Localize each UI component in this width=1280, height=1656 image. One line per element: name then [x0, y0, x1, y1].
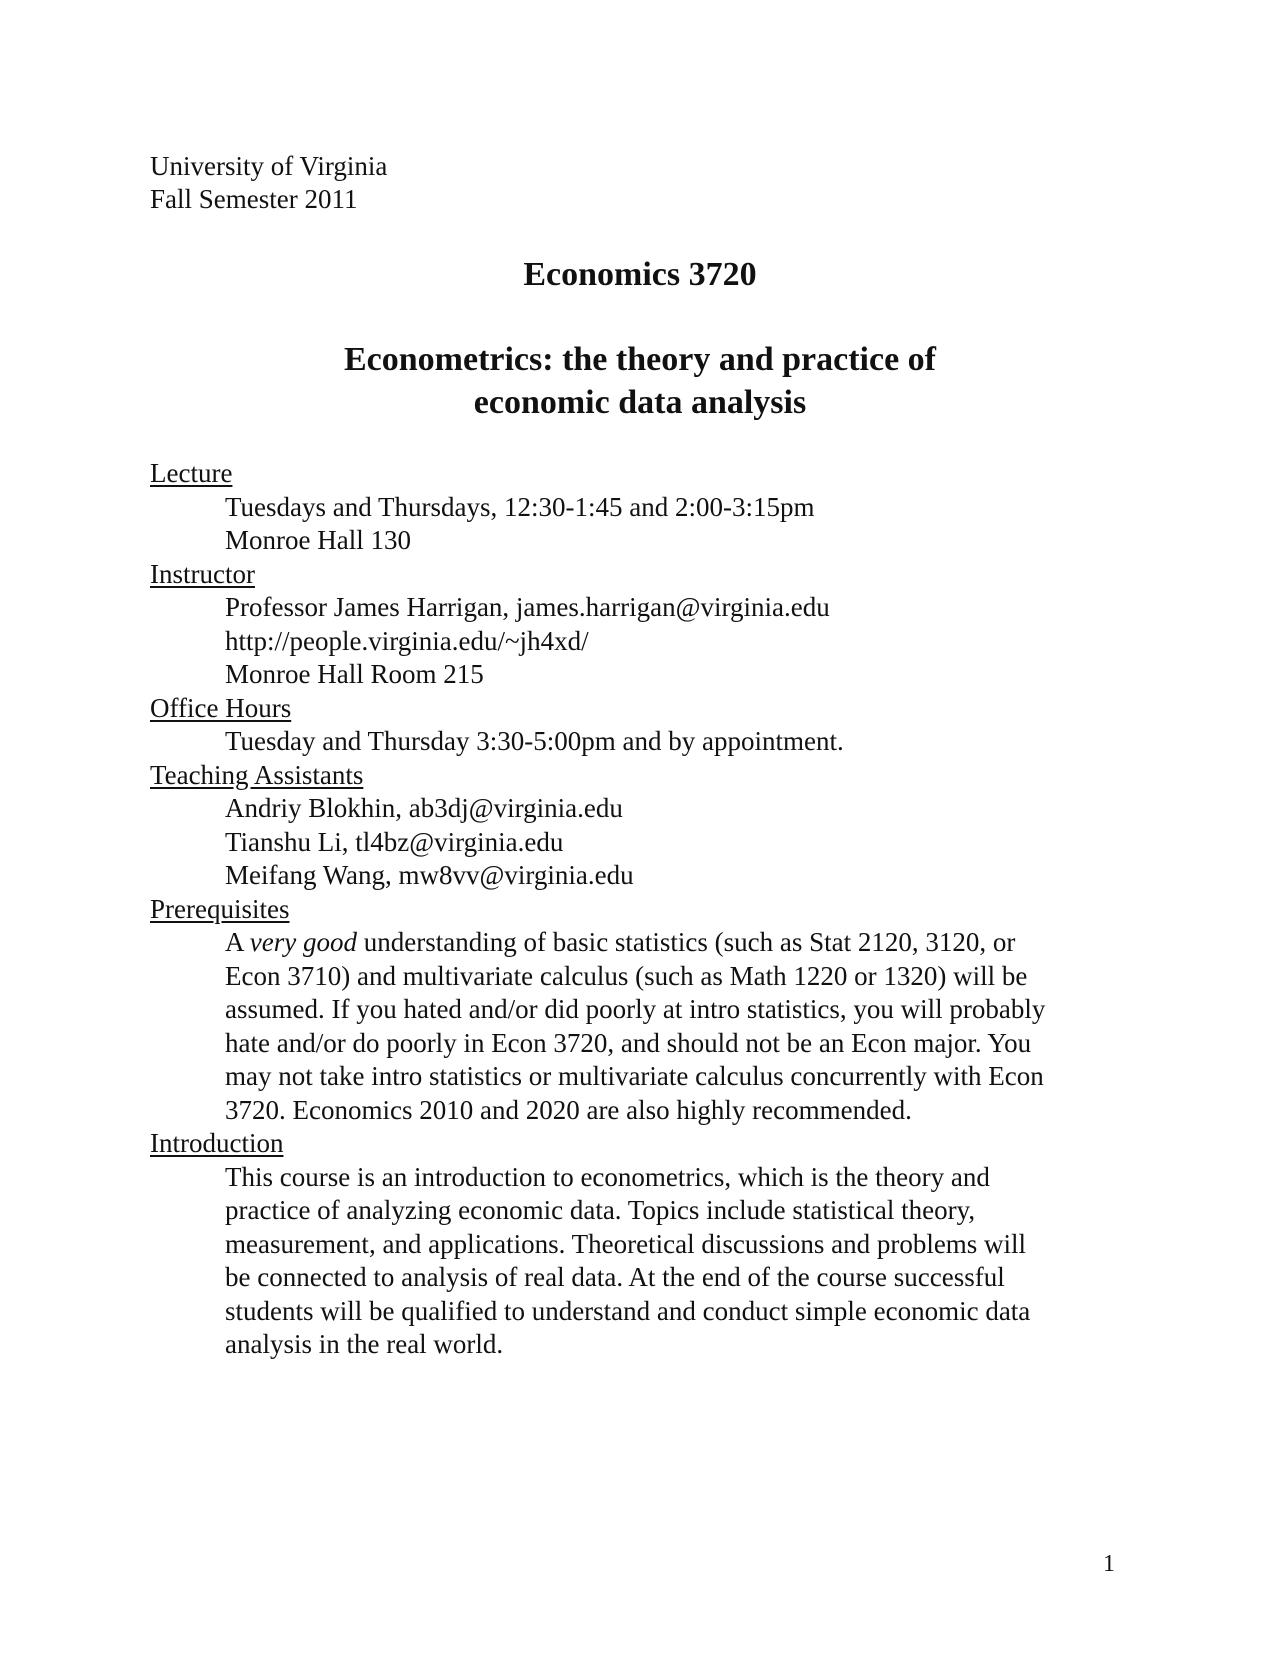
introduction-line-6: analysis in the real world.	[225, 1329, 504, 1359]
introduction-line-2: practice of analyzing economic data. Topics include statistical theory,	[225, 1195, 976, 1225]
institution-name: University of Virginia	[150, 151, 388, 181]
prerequisites-heading: Prerequisites	[150, 893, 290, 924]
instructor-contact-line: Professor James Harrigan, james.harrigan@virginia.edu	[225, 592, 830, 622]
introduction-line-5: students will be qualified to understand and conduct simple economic data	[225, 1295, 1031, 1326]
office-hours-heading: Office Hours	[150, 692, 292, 723]
prerequisites-line-3: assumed. If you hated and/or did poorly at intro statistics, you will probably	[225, 994, 1046, 1024]
office-hours-line: Tuesday and Thursday 3:30-5:00pm and by appointment.	[225, 726, 844, 756]
introduction-section	[150, 1127, 1140, 1362]
lecture-location-line: Monroe Hall 130	[225, 525, 411, 555]
teaching-assistants-heading: Teaching Assistants	[150, 759, 364, 790]
prerequisites-line-5: may not take intro statistics or multivariate calculus concurrently with Econ	[225, 1061, 1044, 1091]
introduction-line-3: measurement, and applications. Theoretical discussions and problems will	[225, 1228, 1027, 1259]
course-title	[0, 338, 1280, 424]
prerequisites-line-2: Econ 3710) and multivariate calculus (such as Math 1220 or 1320) will be	[225, 960, 1028, 991]
document-header	[150, 150, 387, 216]
course-title-line-2: economic data analysis	[473, 384, 807, 421]
prerequisites-emphasis: very good	[249, 927, 357, 957]
prerequisites-line-1-suffix: understanding of basic statistics (such as Stat 2120, 3120, or	[356, 927, 1016, 957]
teaching-assistants-section	[150, 759, 1140, 893]
semester-label: Fall Semester 2011	[150, 184, 358, 214]
introduction-heading: Introduction	[150, 1128, 284, 1158]
instructor-section	[150, 558, 1140, 692]
syllabus-content	[150, 457, 1140, 1362]
instructor-url-line: http://people.virginia.edu/~jh4xd/	[225, 625, 589, 656]
teaching-assistant-2-line: Tianshu Li, tl4bz@virginia.edu	[225, 826, 564, 857]
lecture-section	[150, 457, 1140, 558]
prerequisites-section	[150, 893, 1140, 1128]
teaching-assistant-3-line: Meifang Wang, mw8vv@virginia.edu	[225, 860, 634, 890]
instructor-heading: Instructor	[150, 558, 255, 589]
prerequisites-line-1-prefix: A	[225, 927, 250, 957]
course-title-line-1: Econometrics: the theory and practice of	[343, 341, 936, 378]
teaching-assistant-1-line: Andriy Blokhin, ab3dj@virginia.edu	[225, 793, 623, 823]
prerequisites-line-4: hate and/or do poorly in Econ 3720, and should not be an Econ major. You	[225, 1027, 1032, 1058]
office-hours-section	[150, 692, 1140, 759]
lecture-heading: Lecture	[150, 458, 233, 488]
lecture-schedule-line: Tuesdays and Thursdays, 12:30-1:45 and 2:00-3:15pm	[225, 491, 815, 522]
instructor-office-line: Monroe Hall Room 215	[225, 659, 484, 689]
page-number: 1	[1103, 1551, 1115, 1577]
introduction-line-4: be connected to analysis of real data. At the end of the course successful	[225, 1262, 1005, 1292]
course-number-title: Economics 3720	[523, 256, 757, 293]
prerequisites-line-6: 3720. Economics 2010 and 2020 are also highly recommended.	[225, 1094, 912, 1125]
prerequisites-line-1	[150, 926, 1140, 960]
introduction-line-1: This course is an introduction to econometrics, which is the theory and	[225, 1161, 990, 1192]
